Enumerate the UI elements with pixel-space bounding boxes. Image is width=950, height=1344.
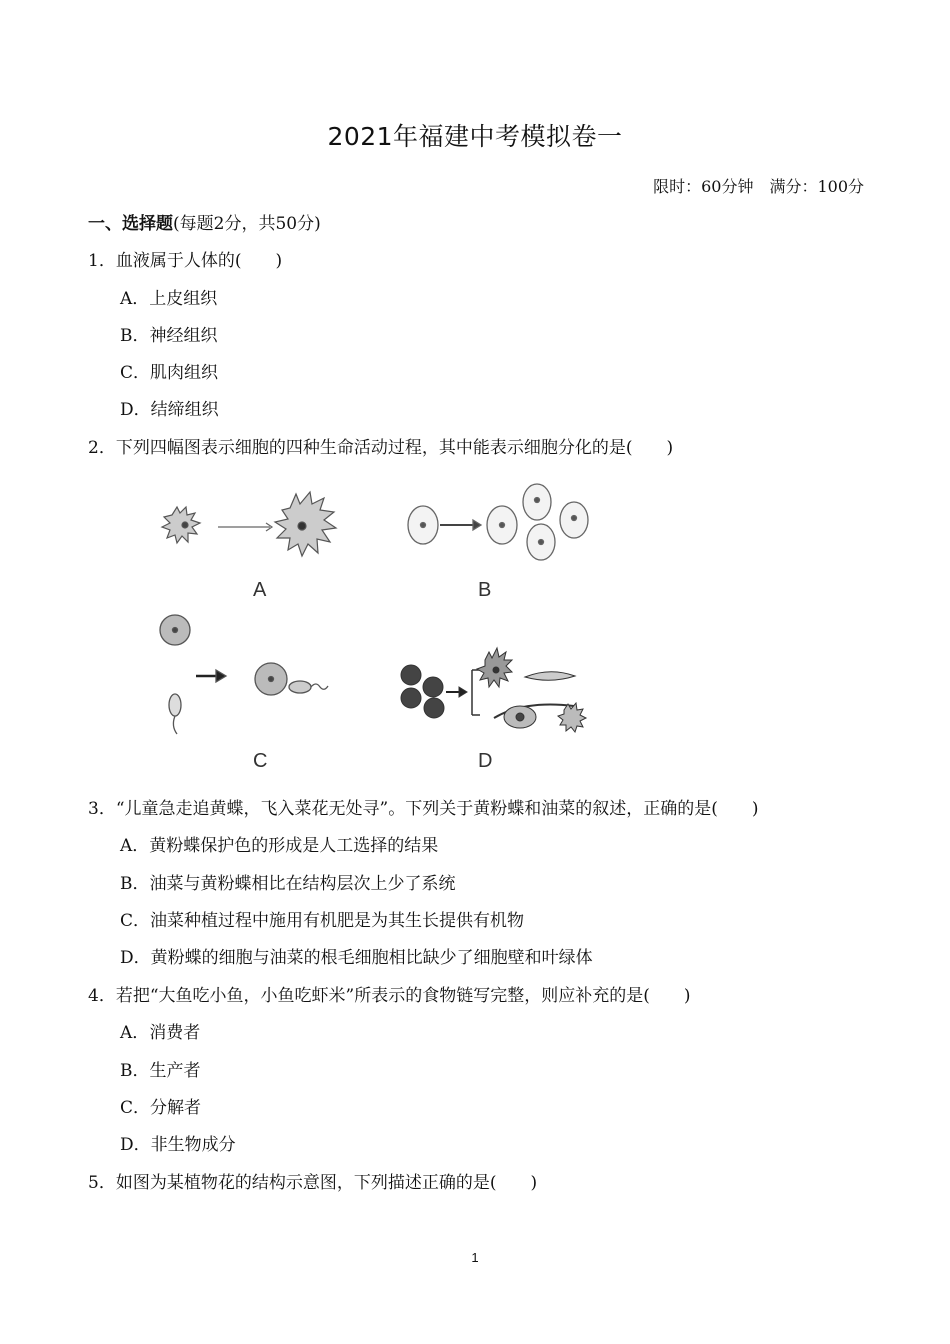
cell-activities-figure: [150, 470, 600, 780]
figure-label-c: C: [253, 750, 268, 772]
q1-option-c: C．肌肉组织: [120, 363, 219, 383]
figure-label-b: B: [478, 579, 492, 601]
question-5-stem: 5．如图为某植物花的结构示意图，下列描述正确的是( ): [88, 1173, 538, 1193]
q1-option-b: B．神经组织: [120, 326, 218, 346]
figure-label-d: D: [478, 750, 493, 772]
q4-option-d: D．非生物成分: [120, 1135, 236, 1155]
question-1-stem: 1．血液属于人体的( ): [88, 251, 283, 271]
figure-c-fertilization: [160, 615, 328, 734]
figure-d-cell-differentiation: [401, 648, 586, 732]
page-number: 1: [471, 1250, 479, 1265]
figure-a-cell-growth: [162, 492, 336, 556]
page-title: 2021年福建中考模拟卷一: [327, 122, 623, 151]
q3-option-c: C．油菜种植过程中施用有机肥是为其生长提供有机物: [120, 911, 525, 931]
section-heading: [88, 209, 321, 234]
figure-b-cell-division: [408, 484, 588, 560]
section-note: (每题2分，共50分): [173, 214, 321, 234]
q3-option-a: A．黄粉蝶保护色的形成是人工选择的结果: [120, 836, 439, 856]
q3-option-b: B．油菜与黄粉蝶相比在结构层次上少了系统: [120, 874, 456, 894]
figure-label-a: A: [253, 579, 267, 601]
section-label: 一、选择题: [88, 214, 173, 234]
q1-option-a: A．上皮组织: [120, 289, 218, 309]
q1-option-d: D．结缔组织: [120, 400, 219, 420]
q3-option-d: D．黄粉蝶的细胞与油菜的根毛细胞相比缺少了细胞壁和叶绿体: [120, 948, 593, 968]
question-3-stem: 3．“儿童急走追黄蝶，飞入菜花无处寻”。下列关于黄粉蝶和油菜的叙述，正确的是( ): [88, 799, 759, 819]
q4-option-b: B．生产者: [120, 1061, 201, 1081]
q4-option-a: A．消费者: [120, 1023, 201, 1043]
question-2-stem: 2．下列四幅图表示细胞的四种生命活动过程，其中能表示细胞分化的是( ): [88, 438, 674, 458]
exam-meta: 限时：60分钟 满分：100分: [653, 177, 864, 196]
q4-option-c: C．分解者: [120, 1098, 202, 1118]
question-4-stem: 4．若把“大鱼吃小鱼，小鱼吃虾米”所表示的食物链写完整，则应补充的是( ): [88, 986, 691, 1006]
